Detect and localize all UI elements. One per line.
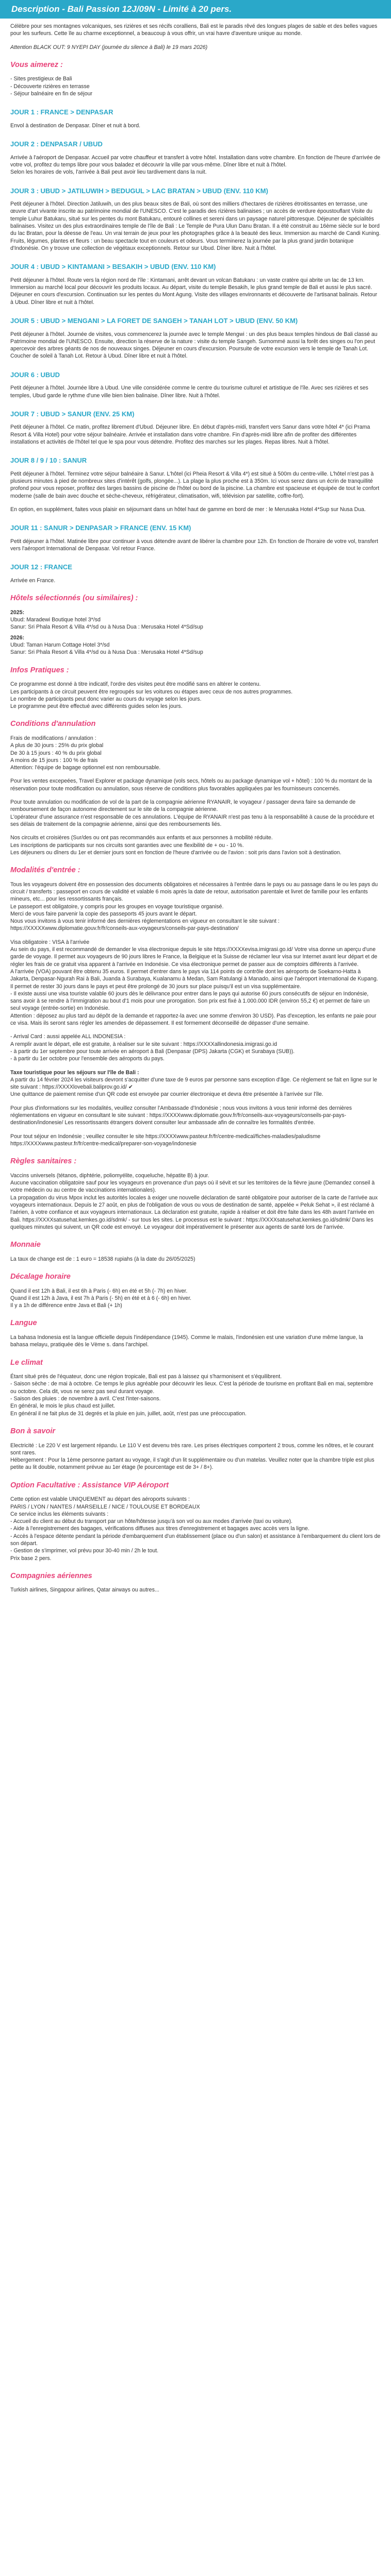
formalities-heading: Modalités d'entrée : — [10, 866, 80, 875]
day-text: Petit déjeuner à l'hôtel. Route vers la région nord de l'île : Kintamani, arrêt devant un volcan Batukaru : un vaste cratère qui abrite un lac de 13 km. Immersion au marché local pour découvrir les produits locaux. Au départ, visite du temple Besakih, le plus grand temple de Bali et aussi le plus sacré. Déjeuner en cours d'excursion. Continuation sur les pentes du Mont Agung. Visite des villages environnants et découverte de l'artisanat balinais. Retour à Ubud. Dîner libre et nuit à l'hôtel. — [10, 277, 378, 306]
formalities-text: Tous les voyageurs doivent être en possession des documents obligatoires et nécessaires à l'entrée dans le pays ou au passage dans le ou les pays du circuit / transferts : passeport en cours de validité et valable 6 mois après la date de retour, autorisation parentale et livret de famille pour les enfants mineurs, etc... pour les ressortissants français. Le passeport est obligatoire, y compris pour les groupes en voyage touristique organisé. Merci de vous faire parvenir la copie des passeports 45 jours avant le départ. Nous vous invitons à vous tenir informé des dernières réglementations en vigueur en consultant le site suivant : https://XXXXXwww.diplomatie.gouv.fr/fr/conseils-aux-voyageurs/conseils-par-pays-destination/ — [10, 881, 378, 932]
timezone-text: Quand il est 12h à Bali, il est 6h à Paris (- 6h) en été et 5h (- 7h) en hiver. Quand il est 12h à Java, il est 7h à Paris (- 5h) en été et à 6 (- 6h) en hiver. Il y a 1h de différence entre Java et Bali (+ 1h) — [10, 1287, 191, 1309]
day-title: JOUR 6 : UBUD — [10, 370, 60, 379]
hotels-heading: Hôtels sélectionnés (ou similaires) : — [10, 594, 138, 603]
day-title: JOUR 4 : UBUD > KINTAMANI > BESAKIH > UBUD (ENV. 110 KM) — [10, 263, 216, 271]
conditions-text: Nos circuits et croisières (Sur/des ou ont pas recommandés aux enfants et aux personnes à mobilité réduite. Les inscriptions de participants sur nos circuits sont garanties avec une flexibilité de + ou - 10 %. Les déjeuners ou dîners du 1er et dernier jours sont en fonction de l'heure d'arrivée ou de l'avion : soit pris dans l'avion soit à destination. — [10, 835, 341, 856]
good-to-know-text: Electricité : Le 220 V est largement répandu. Le 110 V est devenu très rare. Les prises électriques comportent 2 trous, comme les nôtres, et le courant sont rares. Hébergement : Pour la 1ème personne partant au voyage, il s'agit d'un lit supplémentaire ou d'un matelas. Veuillez noter que la chambre triple est plus petite au lit double, notamment prévue au 1er étage (le pourcentage est de 3+ / 8+). — [10, 1442, 374, 1471]
amenity-item: - Découverte rizières en terrasse — [10, 83, 90, 90]
day-title: JOUR 1 : FRANCE > DENPASAR — [10, 108, 113, 116]
hotel-year: 2026: — [10, 634, 25, 641]
hotel-ubud: Ubud: Taman Harum Cottage Hotel 3*/sd — [10, 642, 110, 649]
day-text: Arrivée à l'aéroport de Denpasar. Accueil par votre chauffeur et transfert à votre hôtel. Installation dans votre chambre. En fonction de l'heure d'arrivée de votre vol, profitez du temps libre pour vous baladez et découvrir la ville par vous-même. Dîner libre et nuit à l'hôtel. Selon les horaires de vols, l'arrivée à Bali peut avoir lieu tardivement dans la nuit. — [10, 154, 381, 176]
banner-title: Description - Bali Passion 12J/09N - Limité à 20 pers. — [11, 4, 232, 14]
conditions-text: Frais de modifications / annulation : A plus de 30 jours : 25% du prix global De 30 à 15 jours : 40 % du prix global A moins de 15 jours : 100 % de frais Attention: l'équipe de bagage optionnel est non remboursable. — [10, 735, 161, 771]
language-text: La bahasa Indonesia est la langue officielle depuis l'indépendance (1945). Comme le malais, l'indonésien est une variation d'une même langue, la bahasa melayu, pratiquée dès le Vème s. dans l'archipel. — [10, 1334, 363, 1348]
airlines-heading: Compagnies aériennes — [10, 1571, 92, 1580]
tax-text: A partir du 14 février 2024 les visiteurs devront s'acquitter d'une taxe de 9 euros par personne sans exception d'âge. Ce règlement se fait en ligne sur le site suivant : https://XXXXlovebali.baliprov.go.id/ ✔ Une quittance de paiement remise d'un QR code est envoyée par courrier électronique et devra être présentée à l'arrivée sur l'île. — [10, 1076, 377, 1098]
hotel-sanur: Sanur: Sri Phala Resort & Villa 4*/sd ou à Nusa Dua : Merusaka Hotel 4*Sd/sup — [10, 624, 203, 631]
day-text: Envol à destination de Denpasar. Dîner et nuit à bord. — [10, 122, 141, 129]
page-banner — [0, 0, 391, 19]
good-to-know-heading: Bon à savoir — [10, 1427, 56, 1435]
day-title: JOUR 3 : UBUD > JATILUWIH > BEDUGUL > LAC BRATAN > UBUD (ENV. 110 KM) — [10, 187, 268, 195]
day-text: Petit déjeuner à l'hôtel. Matinée libre pour continuer à vous détendre avant de libérer la chambre pour 12h. En fonction de l'horaire de votre vol, transfert vers l'aéroport International de Denpasar. Vol retour France. — [10, 538, 379, 552]
page-content — [0, 19, 391, 1616]
airlines-text: Turkish airlines, Singapour airlines, Qatar airways ou autres... — [10, 1587, 159, 1594]
sanitary-heading: Règles sanitaires : — [10, 1157, 77, 1166]
amenity-item: - Séjour balnéaire en fin de séjour — [10, 91, 93, 97]
conditions-text: Pour les ventes excepeées, Travel Explorer et package dynamique (vols secs, hôtels ou au package dynamique vol + hôtel) : 100 % du montant de la réservation pour toute modification ou annulation, sous réserve de conditions plus favorables appliquées par les fournisseurs concernés. — [10, 778, 372, 792]
amenities-list — [10, 75, 381, 97]
currency-heading: Monnaie — [10, 1241, 41, 1249]
option-note: En option, en supplément, faites vous plaisir en séjournant dans un hôtel haut de gamme en bord de mer : le Merusaka Hotel 4*Sup sur Nusa Dua. — [10, 506, 366, 513]
currency-text: La taux de change est de : 1 euro = 18538 rupiahs (à la date du 26/05/2025) — [10, 1256, 196, 1262]
amenity-item: - Sites prestigieux de Bali — [10, 76, 72, 82]
climate-heading: Le climat — [10, 1358, 43, 1367]
conditions-heading: Conditions d'annulation — [10, 720, 96, 728]
day-text: Arrivée en France. — [10, 578, 56, 584]
day-title: JOUR 7 : UBUD > SANUR (ENV. 25 KM) — [10, 410, 135, 418]
practical-heading: Infos Pratiques : — [10, 666, 69, 674]
formalities-text: Pour tout séjour en Indonésie ; veuillez consulter le site https://XXXXwww.pasteur.fr/fr/centre-medical/fiches-maladies/paludisme https://XXXXwww.pasteur.fr/fr/centre-medical/preparer-son-voyage/indonesie — [10, 1133, 321, 1147]
hotel-sanur: Sanur: Sri Phala Resort & Villa 4*/sd ou à Nusa Dua : Merusaka Hotel 4*Sd/sup — [10, 649, 203, 656]
day-title: JOUR 11 : SANUR > DENPASAR > FRANCE (ENV. 15 KM) — [10, 524, 191, 532]
blackout-note: Attention BLACK OUT: 9 NYEPI DAY (journée du silence à Bali) le 19 mars 2026) — [10, 44, 208, 50]
day-title: JOUR 12 : FRANCE — [10, 563, 72, 571]
formalities-text: Pour plus d'informations sur les modalités, veuillez consulter l'Ambassade d'Indonésie ; nous vous invitons à vous tenir informé des dernières réglementations en vigueur en consultant le site suivant : https://XXXXwww.diplomatie.gouv.fr/fr/conseils-aux-voyageurs/conseils-par-pays-destination/indonesie/ Les ressortissants étrangers doivent consulter leur ambassade afin de connaître les formalités d'entrée. — [10, 1105, 352, 1126]
timezone-heading: Décalage horaire — [10, 1272, 71, 1281]
day-title: JOUR 2 : DENPASAR / UBUD — [10, 140, 103, 148]
hotel-ubud: Ubud: Maradewi Boutique hotel 3*/sd — [10, 617, 101, 623]
formalities-text: - Arrival Card : aussi appelée ALL INDONESIA : A remplir avant le départ, elle est gratuite, à réaliser sur le site suivant : https://XXXXallindonesia.imigrasi.go.id - à partir du 1er septembre pour toute arrivée en aéroport à Bali (Denpasar (DPS) Jakarta (CGK) et Surabaya (SUB)). - à partir du 1er octobre pour l'ensemble des aéroports du pays. — [10, 1033, 295, 1062]
tax-title: Taxe touristique pour les séjours sur l'île de Bali : — [10, 1069, 139, 1076]
vip-option-text: Cette option est valable UNIQUEMENT au départ des aéroports suivants : PARIS / LYON / NANTES / MARSEILLE / NICE / TOULOUSE ET BORDEAUX Ce service inclus les éléments suivants : - Accueil du client au début du transport par un hôte/hôtesse jusqu'à son vol ou aux modes d'arrivée (taxi ou voiture). - Aide à l'enregistrement des bagages, vérifications diffuses aux titres d'enregistrement et bagages avec accès vers la ligne. - Accès à l'espace détente pendant la période d'embarquement d'un établissement (place ou d'un salon) et assistance à l'embarquement du client lors de son départ. - Gestion de s'imprimer, vol prévu pour 30-40 min / 2h le tout. Prix base 2 pers. — [10, 1496, 381, 1562]
day-text: Petit déjeuner à l'hôtel. Journée libre à Ubud. Une ville considérée comme le centre du tourisme culturel et artistique de l'île. Avec ses rizières et ses temples, Ubud garde le rythme d'une ville bien bien balinaise. Dîner libre. Nuit à l'hôtel. — [10, 385, 368, 399]
day-text: Petit déjeuner à l'hôtel. Direction Jatiluwih, un des plus beaux sites de Bali, où sont des milliers d'hectares de rizières étroitissantes en terrasse, une œuvre d'art vivante inscrite au patrimoine mondial de l'UNESCO. C'est le paradis des rizières balinaises ; un accès de verdure époustouflant Visite du temple Luhur Batukaru, situé sur les pentes du mont Batukaru, entouré collines et sereni dans un paysage naturel pittoresque. Déjeuner de spécialités balinaises. Visitez un des plus extraordinaires temple de l'île de Bali : Le Temple de Pura Ulun Danu Bratan. Il a été construit au 16ème siècle sur le bord du lac Bratan, pour la déesse de l'eau. Un vrai terrain de jeux pour les photographes grâce à la beauté des lieux. Immersion au marché de Candi Kuning. Fruits, légumes, plantes et fleurs : un beau spectacle tout en couleurs et odeurs. Vous terminerez la journée par la plus grand jardin botanique d'Indonésie. On y trouve une collection de végétaux exceptionnels. Retour sur Ubud. Dîner libre. Nuit à l'hôtel. — [10, 201, 381, 251]
day-text: Petit déjeuner à l'hôtel. Journée de visites, vous commencerez la journée avec le temple Mengwi : un des plus beaux temples hindous de Bali classé au Patrimoine mondial de l'UNESCO. Ensuite, direction la réserve de la nature : visite du temple Sangeh. Surnommé aussi la forêt des singes ou l'on peut apercevoir des arbres géants de nos de nouveaux singes. Déjeuner en cours d'excursion. Poursuite de votre excursion vers le temple de Tanah Lot. Coucher de soleil à Tanah Lot. Retour à Ubud. Dîner libre et nuit à l'hôtel. — [10, 331, 378, 360]
conditions-text: Pour toute annulation ou modification de vol de la part de la compagnie aérienne RYANAIR, le voyageur / passager devra faire sa demande de remboursement de façon autonome directement sur le site de la compagnie aérienne. L'opérateur d'une assurance n'est responsable de ces annulations. L'équipe de RYANAIR n'est pas tenu à la responsabilité à cause de la procédure et ses délais de traitement de la compagnie aérienne, ainsi que des remboursements liés. — [10, 799, 374, 827]
intro-paragraph: Célèbre pour ses montagnes volcaniques, ses rizières et ses récifs coralliens, Bali est le paradis rêvé des longues plages de sable et des belles vagues pour les surfeurs. Cette île au charme exceptionnel, a beaucoup à vous offrir, un vrai havre d'aventure unique au monde. — [10, 23, 378, 37]
amenities-heading: Vous aimerez : — [10, 60, 63, 69]
vip-option-heading: Option Facultative : Assistance VIP Aéroport — [10, 1481, 169, 1489]
day-title: JOUR 8 / 9 / 10 : SANUR — [10, 456, 87, 465]
day-text: Petit déjeuner à l'hôtel. Terminez votre séjour balnéaire à Sanur. L'hôtel (ici Pheia Resort & Villa 4*) est situé à 500m du centre-ville. L'hôtel n'est pas à plusieurs minutes à pied de nombreux sites d'intérêt (golfs, plongée...). La plage la plus proche est à 350m. Ici vous serez dans un écrin de tranquillité profond pour vous reposer, profitez des larges bassins de piscine de l'hôtel ou bord de la piscine. La chambre est spacieuse et équipée de tout le confort moderne (salle de bain avec douche et sèche-cheveux, réfrigérateur, climatisation, wifi, télévision par satellite, coffre-fort). — [10, 470, 380, 499]
sanitary-text: Vaccins universels (tétanos, diphtérie, poliomyélite, coqueluche, hépatite B) à jour. Aucune vaccination obligatoire sauf pour les voyageurs en provenance d'un pays où il sévit et sur les territoires de la fièvre jaune (Demandez conseil à votre médecin ou au centre de vaccinations internationales). La propagation du virus Mpox inclut les autorités locales à exiger une nouvelle déclaration de santé obligatoire pour autoriser de la carte de l'arrivée aux voyageurs internationaux. Depuis le 27 août, en plus de l'obligation de vous ou vous de destination de santé, appelée « Peluk Sehat », il est réclamé à l'aérien, à votre confiance et aux voyageurs internationaux. La déclaration est gratuite, rapide à réaliser et doit être faite dans les 48h avant l'arrivée en Bali. https://XXXXsatusehat.kemkes.go.id/sdmk/ - sur tous les sites. Le processus est le suivant : https://XXXXsatusehat.kemkes.go.id/sdmk/ Dans les quelques minutes qui suivent, un QR code est envoyé. Le voyageur doit impérativement le présenter aux agents de santé lors de l'arrivée. — [10, 1172, 378, 1230]
climate-text: Étant situé près de l'équateur, donc une région tropicale, Bali est pas à laissez qui s'harmonisent et s'équilibrent. - Saison sèche : de mai à octobre. Ce temps le plus agréable pour découvrir les lieux. C'est la période de tourisme en profitant Bali en mai, septembre ou octobre. Cela dit, vous ne serez pas seul durant voyage. - Saison des pluies : de novembre à avril. C'est l'inter-saisons. En général, le mois le plus chaud est juillet. En général il ne fait plus de 31 degrés et la pluie en juin, juillet, août, n'est pas une préoccupation. — [10, 1374, 373, 1417]
formalities-text: Visa obligatoire : VISA à l'arrivée Au sein du pays, il est recommandé de demander le visa électronique depuis le site https://XXXXevisa.imigrasi.go.id/ Votre visa donne un aperçu d'une garde de voyage. Il permet aux voyageurs de 90 jours libres le France, la Belgique et la Suisse de réclamer leur visa sur Internet avant leur départ et de régler les frais de ce gratuit visa apparent à l'arrivée en Indonésie. Ce visa électronique permet de passer aux de comptoirs différents à l'arrivée. A l'arrivée (VOA) pouvant être obtenu 35 euros. Il permet d'entrer dans le pays via 114 points de contrôle dont les aéroports de Soekarno-Hatta à Jakarta, Denpasar-Ngurah Rai à Bali, Juanda à Surabaya, Kualanamu à Medan, Sam Ratulangi à Manado, ainsi que l'aéroport international de Kupang. Il permet de rester 30 jours dans le pays et peut être prolongé de 30 jours sur place puisqu'il est un visa supplémentaire. - Il existe aussi une visa touriste valable 60 jours dès le délivrance pour entrer dans le pays qui autorise 60 jours consécutifs de séjour en Indonésie, sans avoir à se rendre à l'immigration au bout d'1 mois pour une prorogation. Son prix est fixé à 1.000.000 IDR (environ 55,2 €) et permet de faire un seul voyage (entrée-sortie) en Indonésie. Attention : déposez au plus tard au dépôt de la demande et rapportez-la avec une somme d'environ 30 USD). Pas d'exception, les enfants ne paie pour ce visa. Mais ils seront sans régler les amendes de dépassement. Il est formement déconseillé de dépasser d'une semaine. — [10, 939, 378, 1027]
hotels-block — [10, 609, 381, 656]
practical-text: Ce programme est donné à titre indicatif, l'ordre des visites peut être modifié sans en altérer le contenu. Les participants à ce circuit peuvent être regroupés sur les voitures ou étapes avec ceux de nos autres programmes. Le nombre de participants peut donc varier au cours du voyage selon les jours. Le programme peut être effectué avec différents guides selon les jours. — [10, 681, 293, 710]
day-title: JOUR 5 : UBUD > MENGANI > LA FORET DE SANGEH > TANAH LOT > UBUD (ENV. 50 KM) — [10, 316, 298, 325]
language-heading: Langue — [10, 1319, 37, 1328]
hotel-year: 2025: — [10, 609, 25, 616]
day-text: Petit déjeuner à l'hôtel. Ce matin, profitez librement d'Ubud. Déjeuner libre. En début d'après-midi, transfert vers Sanur dans votre hôtel 4* (ici Prama Resort & Villa Hotel) pour votre séjour balnéaire. Arrivée et installation dans votre chambre. Fin d'après-midi libre afin de profiter des différentes installations et activités de l'hôtel tel que le spa pour vous détendre. Profitez des marches sur les plages. Repas libres. Nuit à l'hôtel. — [10, 424, 370, 445]
